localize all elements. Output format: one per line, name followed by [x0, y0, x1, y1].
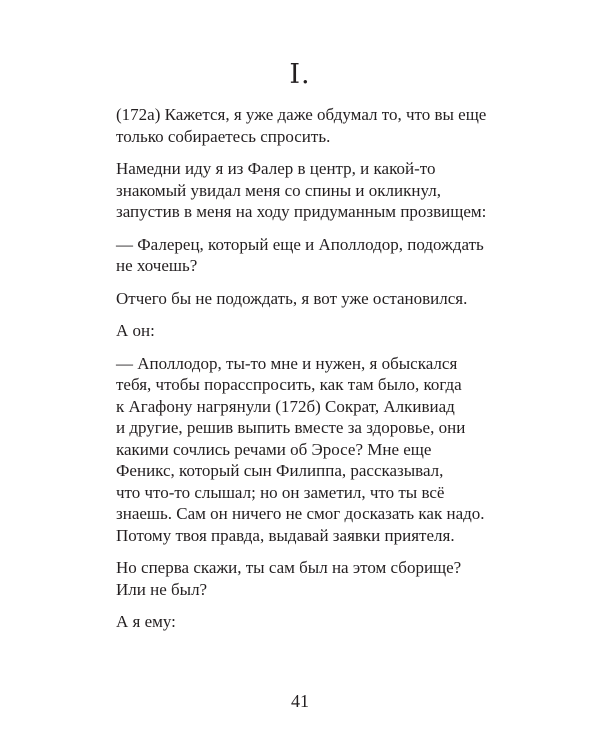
- text-line: запустив в меня на ходу придуманным прозвищем:: [116, 202, 487, 221]
- paragraph: [116, 611, 496, 633]
- text-line: тебя, чтобы порасспросить, как там было, когда: [116, 375, 462, 394]
- text-line: к Агафону нагрянули (172б) Сократ, Алкивиад: [116, 396, 455, 416]
- text-line: Отчего бы не подождать, я вот уже остановился.: [116, 288, 468, 308]
- text-line: (172а) Кажется, я уже даже обдумал то, что вы еще: [116, 105, 487, 124]
- paragraph: [116, 234, 496, 277]
- text-line: и другие, решив выпить вместе за здоровье, они: [116, 418, 466, 437]
- text-line: только собираетесь спросить.: [116, 126, 331, 146]
- paragraph: [116, 557, 496, 600]
- text-line: что что-то слышал; но он заметил, что ты всё: [116, 482, 445, 502]
- paragraph: [116, 288, 496, 310]
- text-line: знакомый увидал меня со спины и окликнул,: [116, 180, 441, 200]
- paragraph: [116, 320, 496, 342]
- text-line: А я ему:: [116, 612, 176, 631]
- text-line: Или не был?: [116, 579, 208, 599]
- chapter-title: I.: [289, 59, 311, 90]
- paragraph: [116, 104, 496, 147]
- paragraph: [116, 353, 496, 547]
- text-line: — Фалерец, который еще и Аполлодор, подождать: [116, 234, 484, 254]
- body-text: [116, 104, 496, 644]
- text-line: Но сперва скажи, ты сам был на этом сборище?: [116, 558, 462, 577]
- text-line: А он:: [116, 321, 155, 340]
- paragraph: [116, 158, 496, 223]
- text-line: — Аполлодор, ты-то мне и нужен, я обыскался: [116, 353, 458, 373]
- text-line: не хочешь?: [116, 256, 198, 275]
- text-line: знаешь. Сам он ничего не смог досказать как надо.: [116, 504, 485, 523]
- text-line: Феникс, который сын Филиппа, рассказывал,: [116, 461, 444, 480]
- page-number: 41: [291, 691, 309, 711]
- text-line: Потому твоя правда, выдавай заявки приятеля.: [116, 525, 455, 545]
- text-line: какими сочлись речами об Эросе? Мне еще: [116, 439, 432, 459]
- text-line: Намедни иду я из Фалер в центр, и какой-то: [116, 159, 436, 178]
